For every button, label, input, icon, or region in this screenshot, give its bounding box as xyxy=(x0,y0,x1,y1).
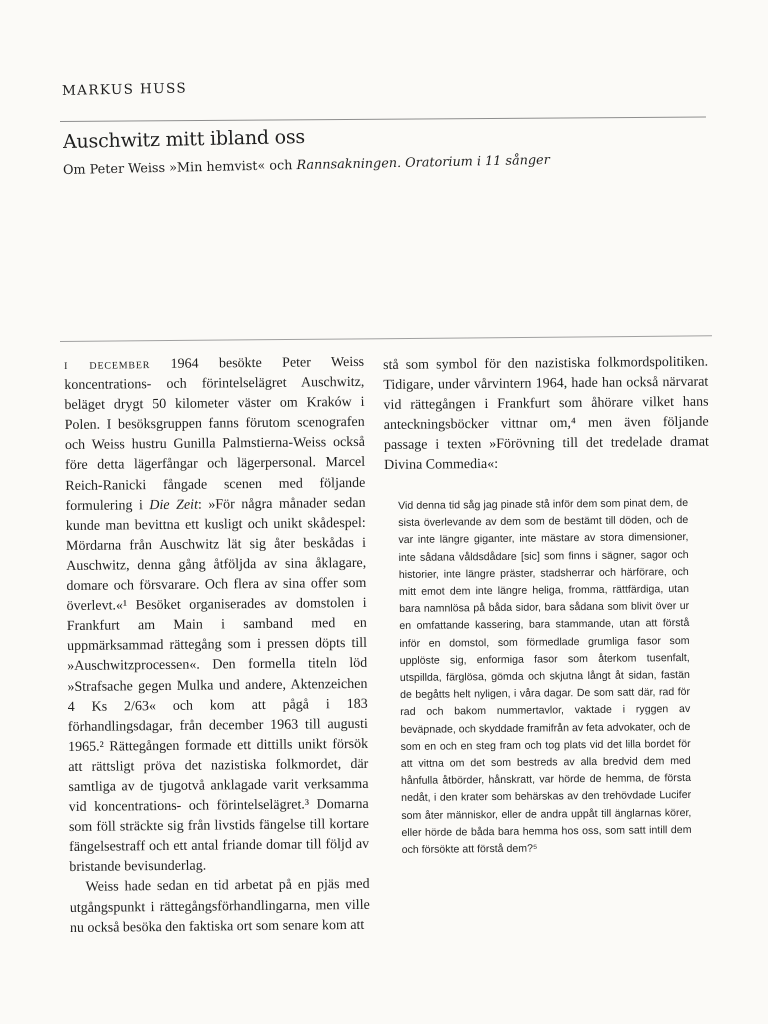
header-rule xyxy=(60,116,706,122)
section-rule xyxy=(60,335,712,342)
block-quote: Vid denna tid såg jag pinade stå inför dem som pinat dem, de sista överlevande av dem som de bestämt till döden, och de var inte längre giganter, inte mästare av stora dimensioner, inte sådana våldsdådare [sic] som finns i sägner, sagor och historier, inte längre präster, stadsherrar och härförare, och mitt emot dem inte längre heliga, fromma, rättfärdiga, utan bara namnlösa på båda sidor, bara sådana som blivit över ur en omfattande kassering, bara stammande, utan att förstå inför en domstol, som förmedlade grumliga fasor som upplöste sig, enformiga fasor som återkom tusenfalt, utspillda, färglösa, gömda och skjutna långt åt sidan, fastän de begåtts helt nyligen, i våra dagar. De som satt där, rad för rad och bakom nummertavlor, vaktade i ryggen av beväpnade, och skyddade framifrån av feta advokater, och de som en och en steg fram och tog plats vid det lilla bordet för att vittna om det som bestreds av alla bredvid dem med hånfulla åtbörder, hånskratt, var hörde de hemma, de första nedåt, i den krater som behärskas av den trehövdade Lucifer som åter människor, eller de andra uppåt till änglarnas körer, eller hörde de båda bara hemma hos oss, som satt intill dem och försökte att förstå dem?⁵ xyxy=(398,496,692,857)
subtitle-text: Om Peter Weiss »Min hemvist« och xyxy=(62,158,297,178)
right-text-column xyxy=(383,353,709,477)
opening-words: i december xyxy=(64,357,151,373)
body-paragraph: stå som symbol för den nazistiska folkmordspolitiken. Tidigare, under vårvintern 1964, hade han också närvarat vid rättegången i Frankfurt som åhörare vilket hans anteckningsböcker vittnar om,⁴ men även följande passage i texten »Förövning till det tredelade dramat Divina Commedia«: xyxy=(383,354,710,474)
paragraph-text: 1964 besökte Peter Weiss koncentrations- och förintelselägret Auschwitz, beläget drygt 50 kilometer väster om Kraków i Polen. I besöksgruppen fanns förutom scenografen och Weiss hustru Gunilla Palmstierna-Weiss också före detta lägerfångar och lägerpersonal. Marcel Reich-Ranicki fångade scenen med följande formulering i xyxy=(64,354,366,514)
publication-name: Die Zeit xyxy=(149,497,199,513)
article-title: Auschwitz mitt ibland oss xyxy=(62,125,306,153)
paragraph-text: : »För några månader sedan kunde man bevittna ett kusligt och unikt skådespel: Mördarna från Auschwitz lät sig åter beskådas i Auschwitz, denna gång åtföljda av sina åklagare, domare och försvarare. Och flera av sina offer som överlevt.«¹ Besöket organiserades av domstolen i Frankfurt am Main i samband med en uppmärksammad rättegång som i pressen döpts till »Auschwitzprocessen«. Den formella titeln löd »Strafsache gegen Mulka und andere, Aktenzeichen 4 Ks 2/63« och kom att pågå i 183 förhandlingsdagar, från december 1963 till augusti 1965.² Rättegången formade ett dittills unikt försök att rättsligt pröva det nazistiska folkmordet, där samtliga av de tjugotvå anklagade varit verksamma vid koncentrations- och förintelselägret.³ Domarna som föll sträckte sig från livstids fängelse till kortare fängelsestraff och ett antal friande domar till följd av bristande bevisunderlag. xyxy=(65,495,370,876)
subtitle-italic-text: Rannsakningen. Oratorium i 11 sånger xyxy=(296,152,550,174)
left-text-column xyxy=(64,353,370,939)
author-name: MARKUS HUSS xyxy=(61,80,188,99)
body-paragraph: Weiss hade sedan en tid arbetat på en pjäs med utgångspunkt i rättegångsförhandlingarna, men ville nu också besöka den faktiska ort som senare kom att xyxy=(69,877,370,936)
article-subtitle xyxy=(63,153,550,178)
body-paragraph xyxy=(64,353,369,879)
